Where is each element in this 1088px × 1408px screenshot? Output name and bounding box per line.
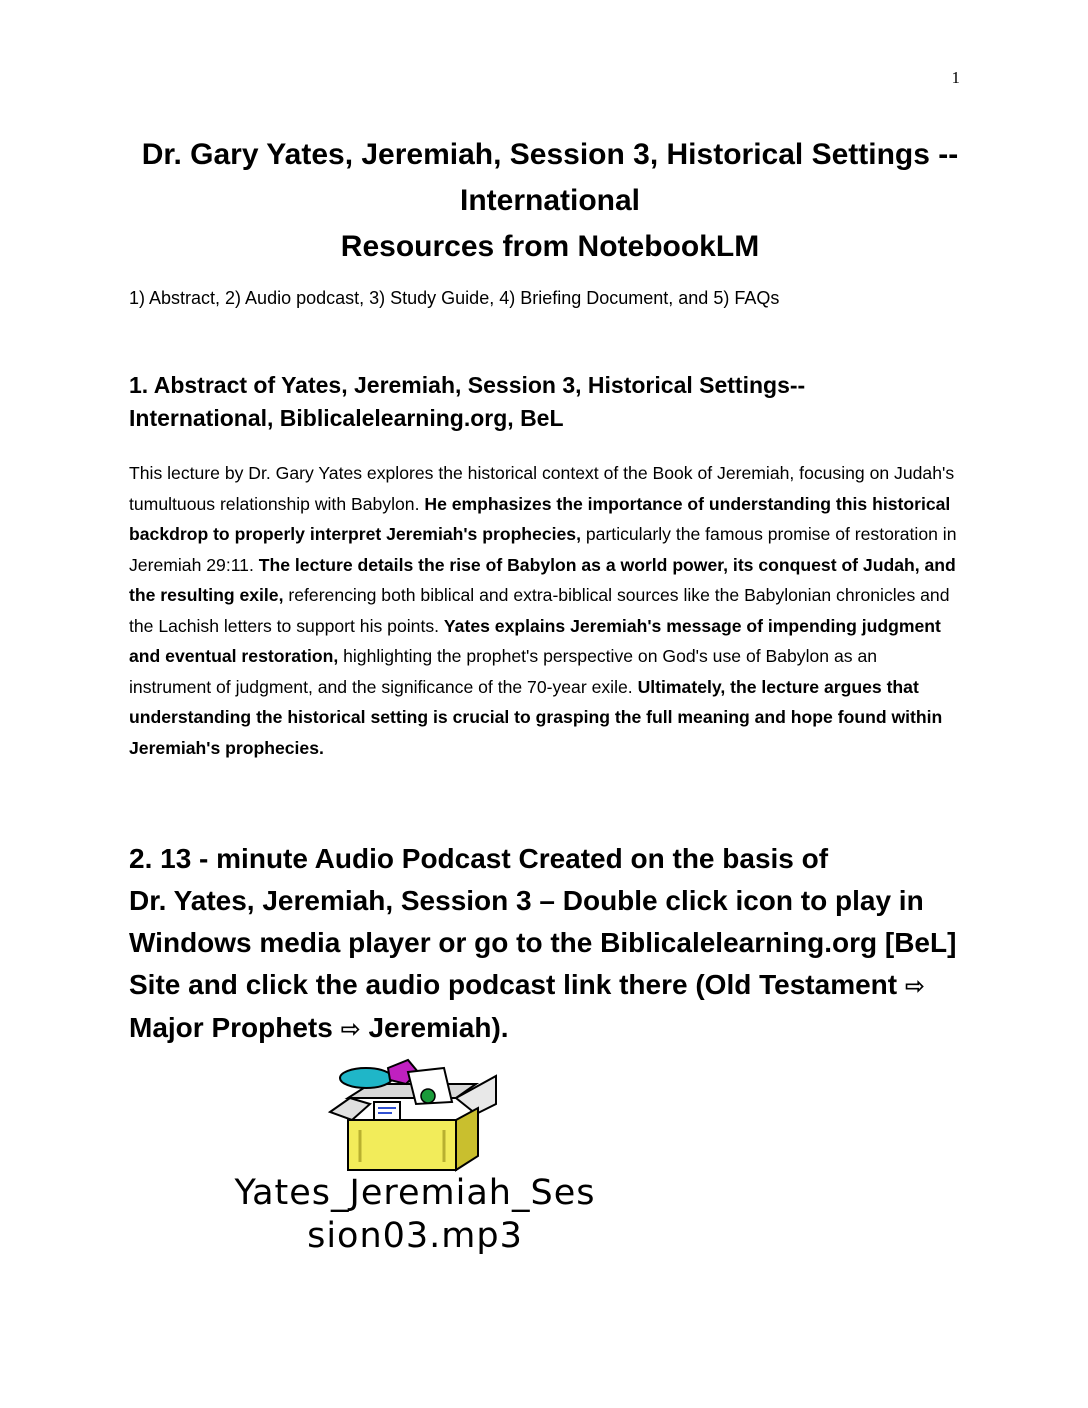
abstract-heading-line-2: International, Biblicalelearning.org, BeL <box>129 405 564 431</box>
right-arrow-icon: ⇨ <box>904 972 925 1000</box>
podcast-heading-line-4: Site and click the audio podcast link there (Old Testament <box>129 969 905 1000</box>
abstract-text: referencing both biblical and extra-biblical sources like the Babylonian chronicles and the Lachish letters to support his points. <box>129 585 950 636</box>
podcast-heading-line-2: Dr. Yates, Jeremiah, Session 3 – Double click icon to play in <box>129 885 924 916</box>
contents-list: 1) Abstract, 2) Audio podcast, 3) Study Guide, 4) Briefing Document, and 5) FAQs <box>129 288 780 308</box>
document-title <box>110 132 990 270</box>
abstract-text: particularly the famous promise of restoration in Jeremiah 29:11. <box>129 524 957 575</box>
podcast-heading-line-5-end: Jeremiah). <box>360 1012 509 1043</box>
abstract-text: highlighting the prophet's perspective on God's use of Babylon as an instrument of judgment, and the significance of the 70-year exile. <box>129 646 878 697</box>
abstract-text: This lecture by Dr. Gary Yates explores the historical context of the Book of Jeremiah, focusing on Judah's tumultuous relationship with Babylon. <box>129 463 955 514</box>
abstract-bold-text: Ultimately, the lecture argues that understanding the historical setting is crucial to grasping the full meaning and hope found within Jeremiah's prophecies. <box>129 676 943 758</box>
abstract-heading-line-1: 1. Abstract of Yates, Jeremiah, Session 3, Historical Settings-- <box>129 372 806 398</box>
audio-filename-line-2: sion03.mp3 <box>307 1216 523 1256</box>
title-line-2: International <box>459 184 640 217</box>
podcast-heading-line-1: 2. 13 - minute Audio Podcast Created on the basis of <box>129 843 829 874</box>
audio-podcast-heading <box>129 838 969 1050</box>
package-icon[interactable] <box>326 1058 502 1174</box>
abstract-paragraph <box>129 458 959 763</box>
right-arrow-icon: ⇨ <box>340 1015 361 1043</box>
abstract-bold-text: The lecture details the rise of Babylon as a world power, its conquest of Judah, and the resulting exile, <box>129 554 956 605</box>
abstract-heading <box>129 369 949 435</box>
title-line-3: Resources from NotebookLM <box>340 230 760 263</box>
podcast-heading-line-5: Major Prophets <box>129 1012 341 1043</box>
abstract-bold-text: He emphasizes the importance of understanding this historical backdrop to properly interpret Jeremiah's prophecies, <box>129 493 951 544</box>
audio-file-link[interactable] <box>130 1172 700 1258</box>
podcast-heading-line-3: Windows media player or go to the Biblicalelearning.org [BeL] <box>129 927 957 958</box>
title-line-1: Dr. Gary Yates, Jeremiah, Session 3, Historical Settings -- <box>141 138 959 171</box>
abstract-bold-text: Yates explains Jeremiah's message of impending judgment and eventual restoration, <box>129 615 941 666</box>
page-number: 1 <box>951 68 960 87</box>
audio-filename-line-1: Yates_Jeremiah_Ses <box>234 1173 596 1213</box>
